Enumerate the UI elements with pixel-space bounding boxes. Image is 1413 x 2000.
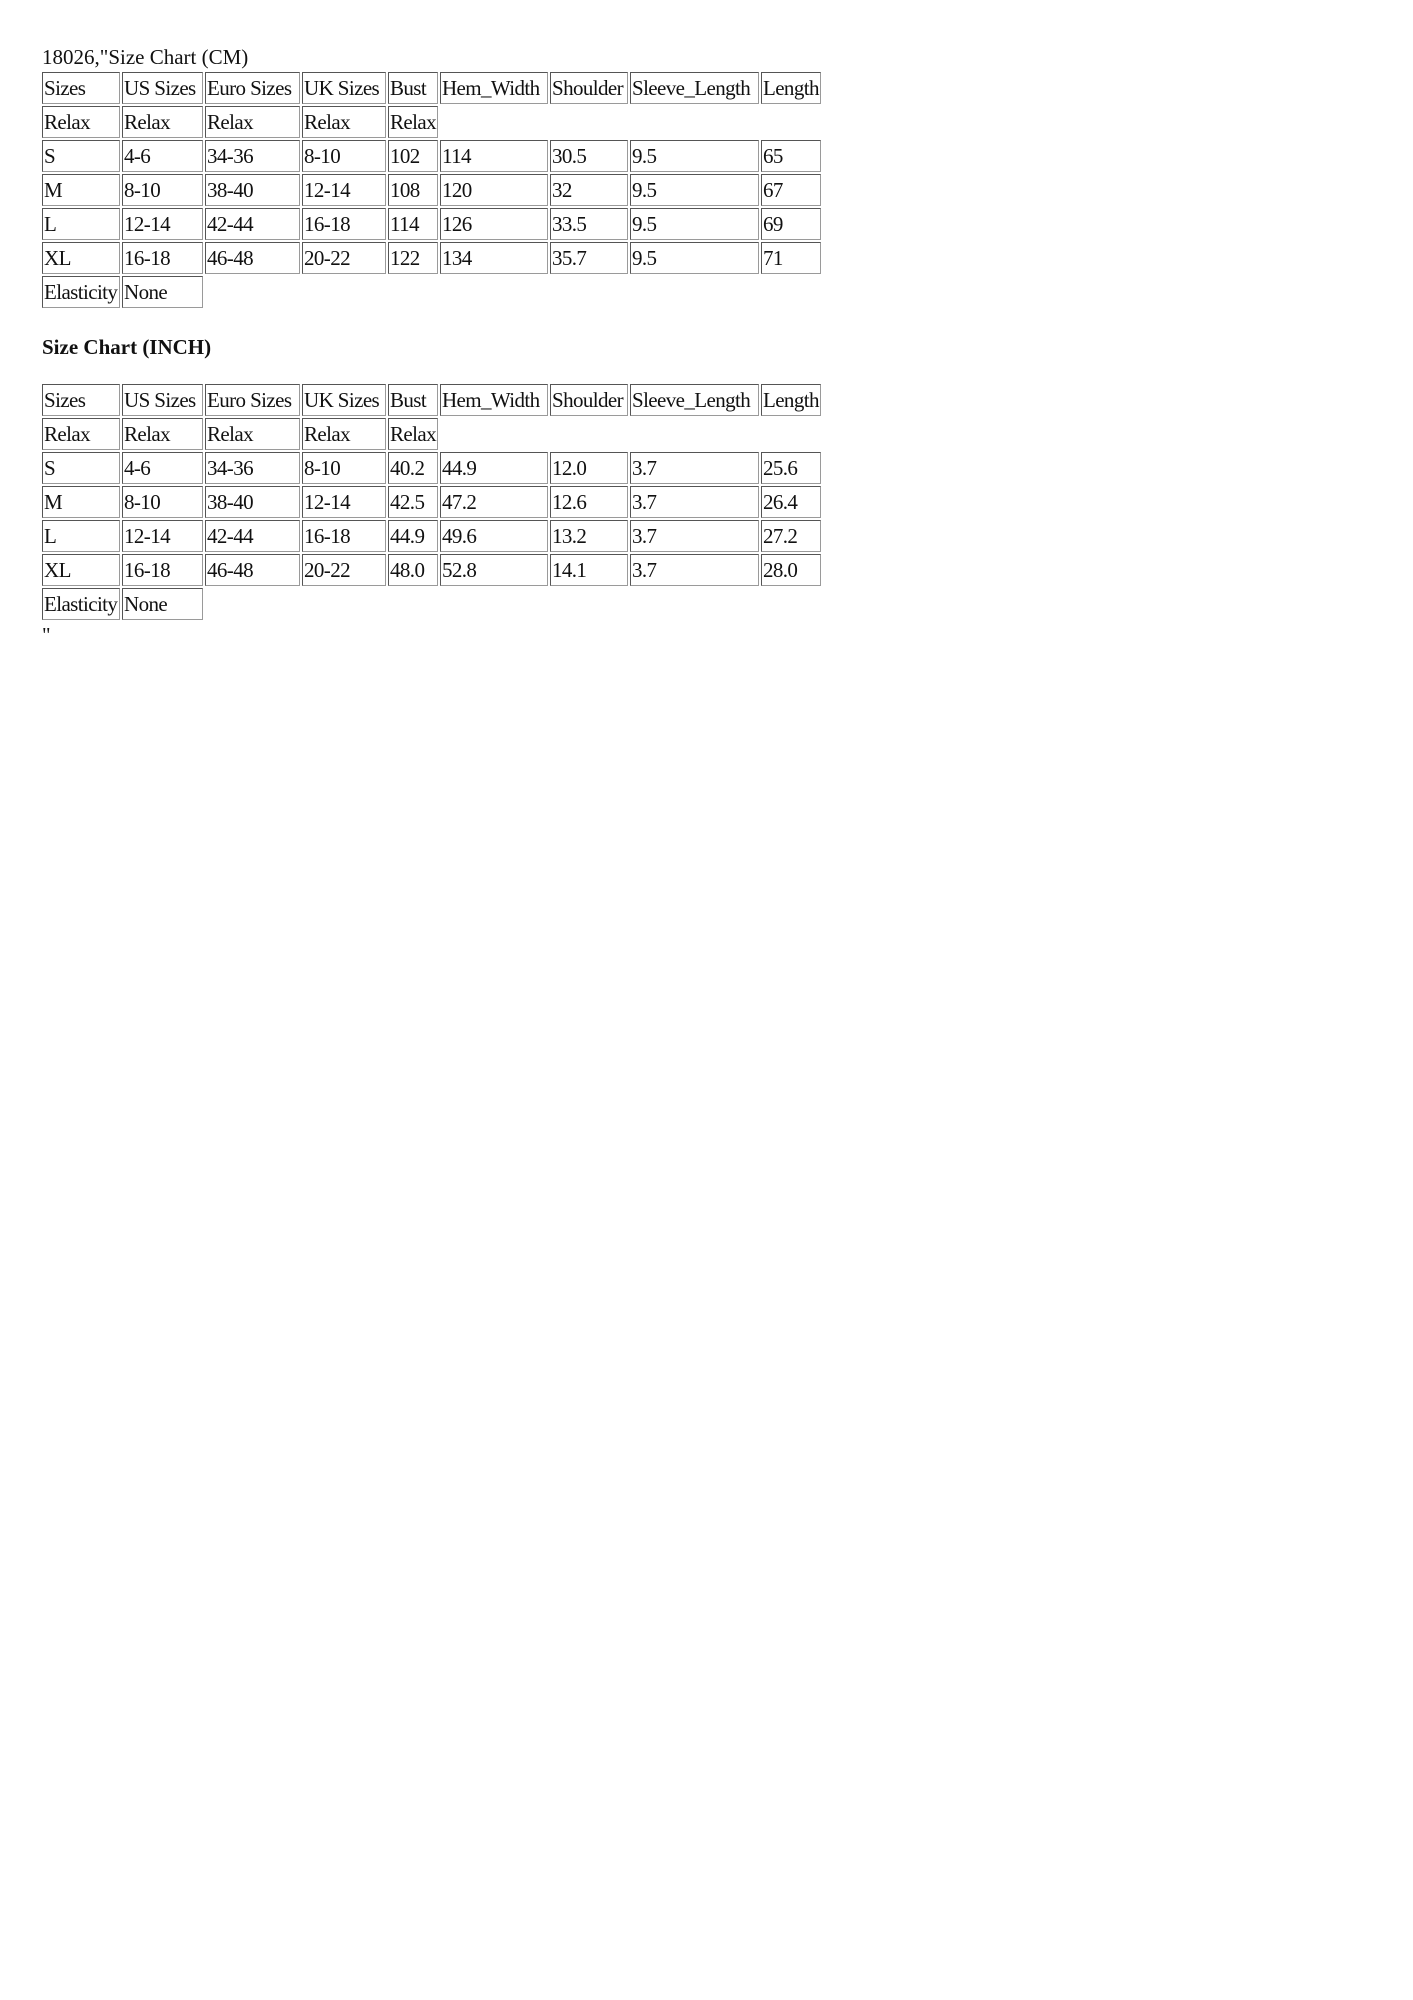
elasticity-cell: None: [122, 276, 203, 308]
table-cell: 42-44: [205, 520, 300, 552]
size-chart-cm-table: [40, 70, 823, 310]
column-header: Hem_Width: [440, 72, 548, 104]
trailing-quote: ": [42, 623, 51, 647]
column-header: UK Sizes: [302, 384, 386, 416]
table-cell: 16-18: [302, 208, 386, 240]
table-cell: 108: [388, 174, 438, 206]
size-row: [42, 242, 821, 274]
table-cell: XL: [42, 242, 120, 274]
table-cell: 12.6: [550, 486, 628, 518]
column-header: Length: [761, 384, 821, 416]
column-header: Sleeve_Length: [630, 384, 759, 416]
header-row: [42, 72, 821, 104]
table-cell: 16-18: [122, 554, 203, 586]
table-cell: 8-10: [302, 140, 386, 172]
relax-cell: Relax: [388, 106, 438, 138]
table-cell: 27.2: [761, 520, 821, 552]
size-row: [42, 174, 821, 206]
column-header: UK Sizes: [302, 72, 386, 104]
column-header: US Sizes: [122, 72, 203, 104]
table-cell: 9.5: [630, 208, 759, 240]
header-row: [42, 384, 821, 416]
table-cell: 28.0: [761, 554, 821, 586]
table-cell: 42-44: [205, 208, 300, 240]
table-cell: 4-6: [122, 140, 203, 172]
column-header: Euro Sizes: [205, 72, 300, 104]
empty-cell: [440, 106, 821, 138]
table-cell: 9.5: [630, 140, 759, 172]
table-cell: 8-10: [122, 174, 203, 206]
elasticity-row: [42, 588, 821, 620]
table-cell: 16-18: [302, 520, 386, 552]
table-cell: 32: [550, 174, 628, 206]
relax-cell: Relax: [205, 106, 300, 138]
table-cell: 3.7: [630, 554, 759, 586]
column-header: Length: [761, 72, 821, 104]
table-cell: M: [42, 486, 120, 518]
table-cell: 3.7: [630, 520, 759, 552]
size-chart-inch-table: [40, 382, 823, 622]
relax-row: [42, 418, 821, 450]
relax-cell: Relax: [388, 418, 438, 450]
table-cell: 12-14: [122, 208, 203, 240]
elasticity-cell: Elasticity: [42, 276, 120, 308]
table-cell: 9.5: [630, 174, 759, 206]
table-cell: M: [42, 174, 120, 206]
table-cell: 48.0: [388, 554, 438, 586]
table-cell: 102: [388, 140, 438, 172]
table-cell: 126: [440, 208, 548, 240]
table-cell: 25.6: [761, 452, 821, 484]
table-cell: 120: [440, 174, 548, 206]
empty-cell: [205, 276, 821, 308]
table-cell: 8-10: [122, 486, 203, 518]
table-cell: 38-40: [205, 174, 300, 206]
relax-cell: Relax: [42, 418, 120, 450]
table-cell: 134: [440, 242, 548, 274]
table-cell: 3.7: [630, 452, 759, 484]
table-cell: 71: [761, 242, 821, 274]
column-header: Bust: [388, 384, 438, 416]
table-cell: 42.5: [388, 486, 438, 518]
table-cell: 44.9: [440, 452, 548, 484]
table-cell: S: [42, 140, 120, 172]
table-cell: 9.5: [630, 242, 759, 274]
table-cell: 12.0: [550, 452, 628, 484]
relax-cell: Relax: [302, 106, 386, 138]
table-cell: 114: [388, 208, 438, 240]
column-header: Sizes: [42, 384, 120, 416]
table-cell: 46-48: [205, 242, 300, 274]
table-cell: S: [42, 452, 120, 484]
table-cell: 122: [388, 242, 438, 274]
table-cell: 34-36: [205, 140, 300, 172]
table-cell: 4-6: [122, 452, 203, 484]
table-cell: 3.7: [630, 486, 759, 518]
relax-cell: Relax: [42, 106, 120, 138]
table-cell: 69: [761, 208, 821, 240]
size-row: [42, 554, 821, 586]
table-cell: 38-40: [205, 486, 300, 518]
table-cell: 8-10: [302, 452, 386, 484]
table-cell: 67: [761, 174, 821, 206]
table-cell: 65: [761, 140, 821, 172]
relax-row: [42, 106, 821, 138]
column-header: Shoulder: [550, 72, 628, 104]
column-header: US Sizes: [122, 384, 203, 416]
column-header: Euro Sizes: [205, 384, 300, 416]
document-page: [42, 44, 1372, 646]
size-row: [42, 452, 821, 484]
table-cell: L: [42, 520, 120, 552]
empty-cell: [440, 418, 821, 450]
table-cell: 34-36: [205, 452, 300, 484]
table-cell: 114: [440, 140, 548, 172]
relax-cell: Relax: [205, 418, 300, 450]
table-cell: 30.5: [550, 140, 628, 172]
column-header: Sleeve_Length: [630, 72, 759, 104]
empty-cell: [205, 588, 821, 620]
intro-line: 18026,"Size Chart (CM): [42, 45, 249, 69]
column-header: Hem_Width: [440, 384, 548, 416]
relax-cell: Relax: [122, 418, 203, 450]
size-row: [42, 520, 821, 552]
table-cell: 44.9: [388, 520, 438, 552]
table-cell: 16-18: [122, 242, 203, 274]
table-cell: 20-22: [302, 554, 386, 586]
table-cell: 47.2: [440, 486, 548, 518]
relax-cell: Relax: [302, 418, 386, 450]
table-cell: 12-14: [122, 520, 203, 552]
table-cell: XL: [42, 554, 120, 586]
table-cell: 14.1: [550, 554, 628, 586]
size-row: [42, 486, 821, 518]
table-cell: 12-14: [302, 174, 386, 206]
column-header: Bust: [388, 72, 438, 104]
table-cell: 35.7: [550, 242, 628, 274]
table-cell: 13.2: [550, 520, 628, 552]
table-cell: 26.4: [761, 486, 821, 518]
table-cell: 12-14: [302, 486, 386, 518]
relax-cell: Relax: [122, 106, 203, 138]
table-cell: 46-48: [205, 554, 300, 586]
size-row: [42, 140, 821, 172]
table-cell: 20-22: [302, 242, 386, 274]
table-cell: 40.2: [388, 452, 438, 484]
size-chart-inch-heading: Size Chart (INCH): [42, 335, 212, 359]
column-header: Shoulder: [550, 384, 628, 416]
table-cell: 52.8: [440, 554, 548, 586]
table-cell: 33.5: [550, 208, 628, 240]
size-row: [42, 208, 821, 240]
elasticity-row: [42, 276, 821, 308]
table-cell: 49.6: [440, 520, 548, 552]
column-header: Sizes: [42, 72, 120, 104]
elasticity-cell: Elasticity: [42, 588, 120, 620]
table-cell: L: [42, 208, 120, 240]
elasticity-cell: None: [122, 588, 203, 620]
